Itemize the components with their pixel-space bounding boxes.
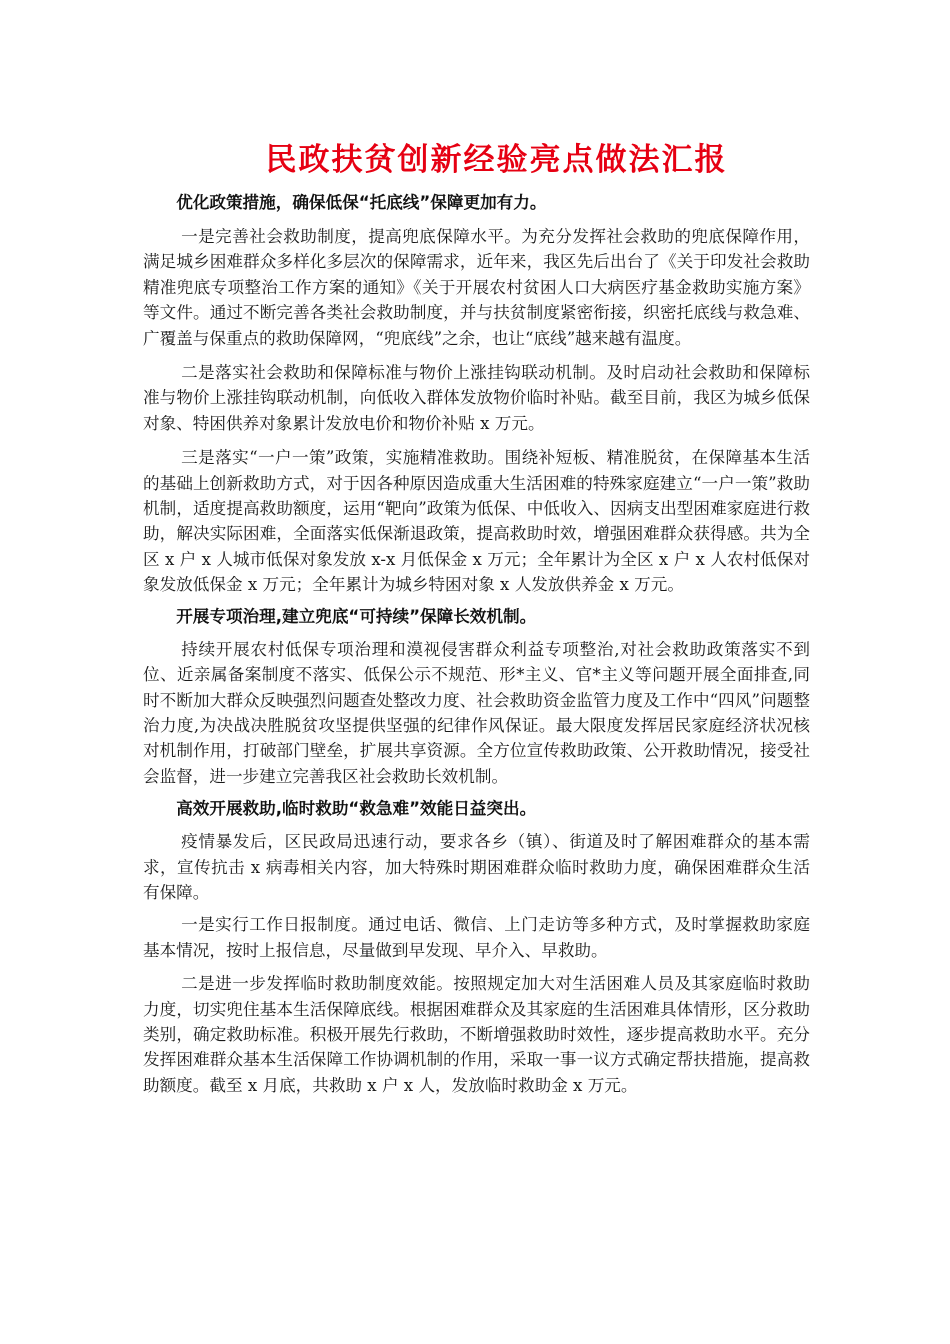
section-heading-temporary-assistance: 高效开展救助,临时救助“救急难”效能日益突出。 [176, 799, 537, 819]
paragraph-epidemic-response: 疫情暴发后，区民政局迅速行动，要求各乡（镇）、街道及时了解困难群众的基本需求，宣传抗击 x 病毒相关内容，加大特殊时期困难群众临时救助力度，确保困难群众生活有保障。 [143, 832, 810, 902]
section-heading-special-governance: 开展专项治理,建立兜底“可持续”保障长效机制。 [176, 606, 537, 626]
section-heading-policy: 优化政策措施，确保低保“托底线”保障更加有力。 [176, 193, 547, 212]
paragraph-daily-report: 一是实行工作日报制度。通过电话、微信、上门走访等多种方式，及时掌握救助家庭基本情况，按时上报信息，尽量做到早发现、早介入、早救助。 [143, 915, 810, 960]
paragraph-one-household-one-policy: 三是落实“一户一策”政策，实施精准救助。围绕补短板、精准脱贫，在保障基本生活的基础上创新救助方式，对于因各种原因造成重大生活困难的特殊家庭建立“一户一策”救助机制，适度提高救助额度，运用“靶向”政策为低保、中低收入、因病支出型困难家庭进行救助，解决实际困难，全面落实低保渐退政策，提高救助时效，增强困难群众获得感。共为全区 x 户 x 人城市低保对象发放 x-x 月低保金 x 万元；全年累计为全区 x 户 x 人农村低保对象发放低保金 x 万元；全年累计为城乡特困对象 x 人发放供养金 x 万元。 [143, 448, 810, 595]
paragraph-special-governance: 持续开展农村低保专项治理和漠视侵害群众利益专项整治,对社会救助政策落实不到位、近亲属备案制度不落实、低保公示不规范、形*主义、官*主义等问题开展全面排查,同时不断加大群众反映强烈问题查处整改力度、社会救助资金监管力度及工作中“四风”问题整治力度,为决战决胜脱贫攻坚提供坚强的纪律作风保证。最大限度发挥居民家庭经济状况核对机制作用，打破部门壁垒，扩展共享资源。全方位宣传救助政策、公开救助情况，接受社会监督，进一步建立完善我区社会救助长效机制。 [143, 639, 810, 786]
paragraph-assistance-system: 一是完善社会救助制度，提高兜底保障水平。为充分发挥社会救助的兜底保障作用，满足城乡困难群众多样化多层次的保障需求，近年来，我区先后出台了《关于印发社会救助精准兜底专项整治工作方案的通知》《关于开展农村贫困人口大病医疗基金救助实施方案》等文件。通过不断完善各类社会救助制度，并与扶贫制度紧密衔接，织密托底线与救急难、广覆盖与保重点的救助保障网，“兜底线”之余，也让“底线”越来越有温度。 [143, 227, 810, 348]
document-title: 民政扶贫创新经验亮点做法汇报 [265, 142, 728, 178]
paragraph-price-linkage: 二是落实社会救助和保障标准与物价上涨挂钩联动机制。及时启动社会救助和保障标准与物价上涨挂钩联动机制，向低收入群体发放物价临时补贴。截至目前，我区为城乡低保对象、特困供养对象累计发放电价和物价补贴 x 万元。 [143, 363, 810, 433]
paragraph-temporary-assistance-effect: 二是进一步发挥临时救助制度效能。按照规定加大对生活困难人员及其家庭临时救助力度，切实兜住基本生活保障底线。根据困难群众及其家庭的生活困难具体情形，区分救助类别，确定救助标准。积极开展先行救助，不断增强救助时效性，逐步提高救助水平。充分发挥困难群众基本生活保障工作协调机制的作用，采取一事一议方式确定帮扶措施，提高救助额度。截至 x 月底，共救助 x 户 x 人，发放临时救助金 x 万元。 [143, 974, 810, 1095]
